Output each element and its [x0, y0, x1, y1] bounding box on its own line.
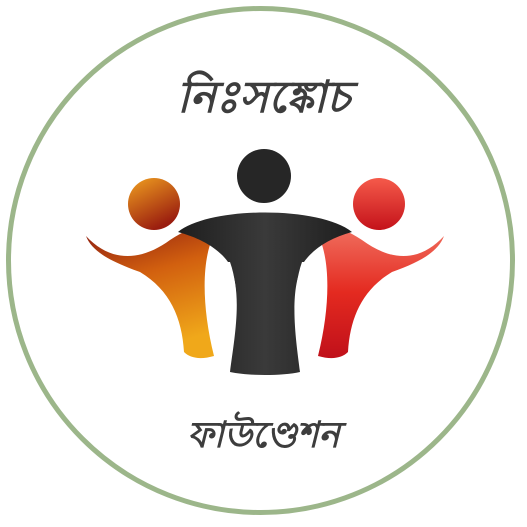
left-gap [216, 262, 237, 352]
right-person-head [353, 178, 405, 230]
left-person-head [128, 178, 180, 230]
right-gap [296, 262, 317, 352]
center-person-head [237, 149, 291, 203]
logo-title: নিঃসঙ্কোচ [176, 72, 351, 123]
logo-subtitle: ফাউণ্ডেশন [187, 415, 340, 456]
right-person-body [314, 227, 444, 359]
left-person-body [86, 227, 218, 359]
